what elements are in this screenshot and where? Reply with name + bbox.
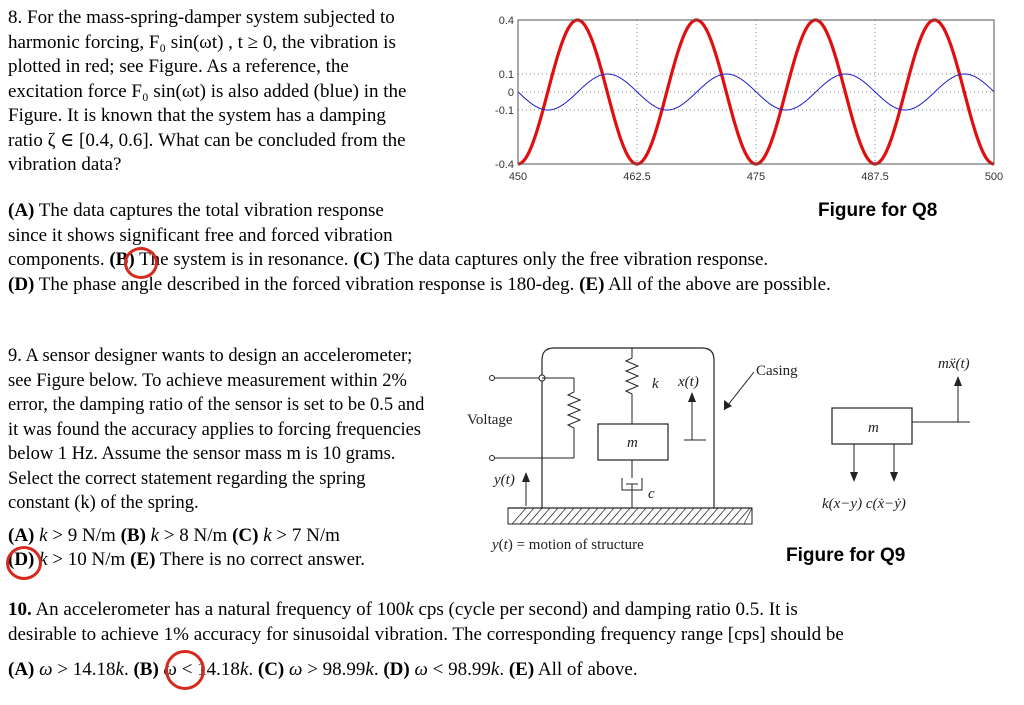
q9-line: 9. A sensor designer wants to design an accelerometer; <box>8 346 413 366</box>
hatch-line <box>520 508 534 524</box>
q9-options-line: (D) k > 10 N/m (E) There is no correct answer. <box>8 549 366 570</box>
q9-line: Select the correct statement regarding the spring <box>8 468 366 489</box>
hatch-line <box>552 508 566 524</box>
damper-label: c <box>648 486 655 502</box>
hatch-line <box>640 508 654 524</box>
q8-line: vibration data? <box>8 154 122 175</box>
q10-question <box>8 598 1018 647</box>
q10-line: 10. An accelerometer has a natural frequency of 100k cps (cycle per second) and damping ratio 0.5. It is <box>8 599 798 620</box>
y-label: y(t) <box>494 472 515 488</box>
q8-line: Figure. It is known that the system has a damping <box>8 105 386 126</box>
spring-k-label: k <box>652 376 659 392</box>
x-tick-label: 450 <box>508 171 528 183</box>
hatch-line <box>592 508 606 524</box>
damper <box>622 478 642 508</box>
q9-line: it was found the accuracy applies to forcing frequencies <box>8 419 421 440</box>
hatch-line <box>720 508 734 524</box>
voltage-label: Voltage <box>467 412 513 428</box>
hatch-line <box>704 508 718 524</box>
y-tick-label: 0.4 <box>498 15 514 27</box>
free-body-diagram <box>806 340 1022 530</box>
accelerometer-diagram <box>462 340 802 570</box>
x-label: x(t) <box>678 374 699 390</box>
hatch-line <box>672 508 686 524</box>
inertia-force-label: mẍ(t) <box>938 356 970 372</box>
y-tick-label: -0.1 <box>495 105 514 117</box>
q9-options <box>8 524 468 572</box>
q9-line: see Figure below. To achieve measurement within 2% <box>8 370 407 391</box>
q8-figure-caption: Figure for Q8 <box>818 200 938 221</box>
hatch-line <box>664 508 678 524</box>
q8-answer-circle <box>124 247 158 279</box>
spring-k <box>626 348 638 424</box>
hatch-line <box>648 508 662 524</box>
hatch-line <box>512 508 526 524</box>
q8-line: ratio ζ ∈ [0.4, 0.6]. What can be concluded from the <box>8 129 406 151</box>
fbd-forces-label: k(x−y) c(ẋ−ẏ) <box>822 496 906 512</box>
hatch-line <box>616 508 630 524</box>
mass-label: m <box>627 435 638 451</box>
hatch-line <box>656 508 670 524</box>
x-tick-label: 462.5 <box>623 171 651 183</box>
x-tick-label: 500 <box>984 171 1004 183</box>
q8-answer-line: since it shows significant free and forced vibration <box>8 224 393 246</box>
ground-hatch <box>512 508 752 524</box>
x-tick-label: 487.5 <box>861 171 889 183</box>
inertia-arrowhead <box>954 376 962 386</box>
hatch-line <box>632 508 646 524</box>
hatch-line <box>560 508 574 524</box>
q9-line: below 1 Hz. Assume the sensor mass m is 10 grams. <box>8 444 396 464</box>
q9-line: constant (k) of the spring. <box>8 493 199 513</box>
x-tick-label: 475 <box>746 171 766 183</box>
fbd-mass-label: m <box>868 420 879 436</box>
q9-figure-caption: Figure for Q9 <box>786 545 906 566</box>
q8-answers <box>8 199 1018 297</box>
q10-line: desirable to achieve 1% accuracy for sinusoidal vibration. The corresponding frequency range [cps] should be <box>8 623 844 645</box>
q8-line: plotted in red; see Figure. As a reference, the <box>8 56 349 77</box>
y-tick-label: 0 <box>507 87 514 99</box>
hatch-line <box>608 508 622 524</box>
hatch-line <box>688 508 702 524</box>
y-tick-label: 0.1 <box>498 69 514 81</box>
hatch-line <box>528 508 542 524</box>
damper-force-arrowhead <box>890 472 898 482</box>
left-spring <box>568 384 580 458</box>
hatch-line <box>624 508 638 524</box>
motion-label: y(t) = motion of structure <box>492 537 644 553</box>
q8-chart <box>484 4 1020 200</box>
q8-line: 8. For the mass-spring-damper system subjected to <box>8 7 395 28</box>
q9-options-line: (A) k > 9 N/m (B) k > 8 N/m (C) k > 7 N/m <box>8 525 340 546</box>
voltage-terminal-top <box>490 376 495 381</box>
hatch-line <box>712 508 726 524</box>
hatch-line <box>536 508 550 524</box>
q9-line: error, the damping ratio of the sensor is set to be 0.5 and <box>8 395 425 415</box>
hatch-line <box>728 508 742 524</box>
hatch-line <box>584 508 598 524</box>
q9-question <box>8 344 458 516</box>
spring-force-arrowhead <box>850 472 858 482</box>
voltage-terminal-bottom <box>490 456 495 461</box>
q10-options: (A) ω > 14.18k. (B) ω < 14.18k. (C) ω > 98.99k. (D) ω < 98.99k. (E) All of above. <box>8 659 638 680</box>
q9-answer-circle <box>6 546 42 580</box>
casing-label: Casing <box>756 363 798 379</box>
x-arrowhead <box>688 392 696 402</box>
hatch-line <box>568 508 582 524</box>
q10-answer-circle <box>165 650 205 690</box>
q8-answer-line: (A) The data captures the total vibration response <box>8 200 384 221</box>
hatch-line <box>544 508 558 524</box>
q8-line: harmonic forcing, F₀ sin(ωt) , t ≥ 0, the vibration is <box>8 31 396 53</box>
hatch-line <box>576 508 590 524</box>
hatch-line <box>600 508 614 524</box>
q8-answer-line: (D) The phase angle described in the forced vibration response is 180-deg. (E) All of the above are possible. <box>8 273 831 295</box>
y-tick-label: -0.4 <box>495 159 514 171</box>
q8-line: excitation force F₀ sin(ωt) is also added (blue) in the <box>8 80 407 102</box>
q8-question <box>8 6 478 178</box>
hatch-line <box>680 508 694 524</box>
y-arrowhead <box>522 472 530 482</box>
q8-answer-line: components. (B) The system is in resonance. (C) The data captures only the free vibration response. <box>8 249 769 270</box>
hatch-line <box>696 508 710 524</box>
